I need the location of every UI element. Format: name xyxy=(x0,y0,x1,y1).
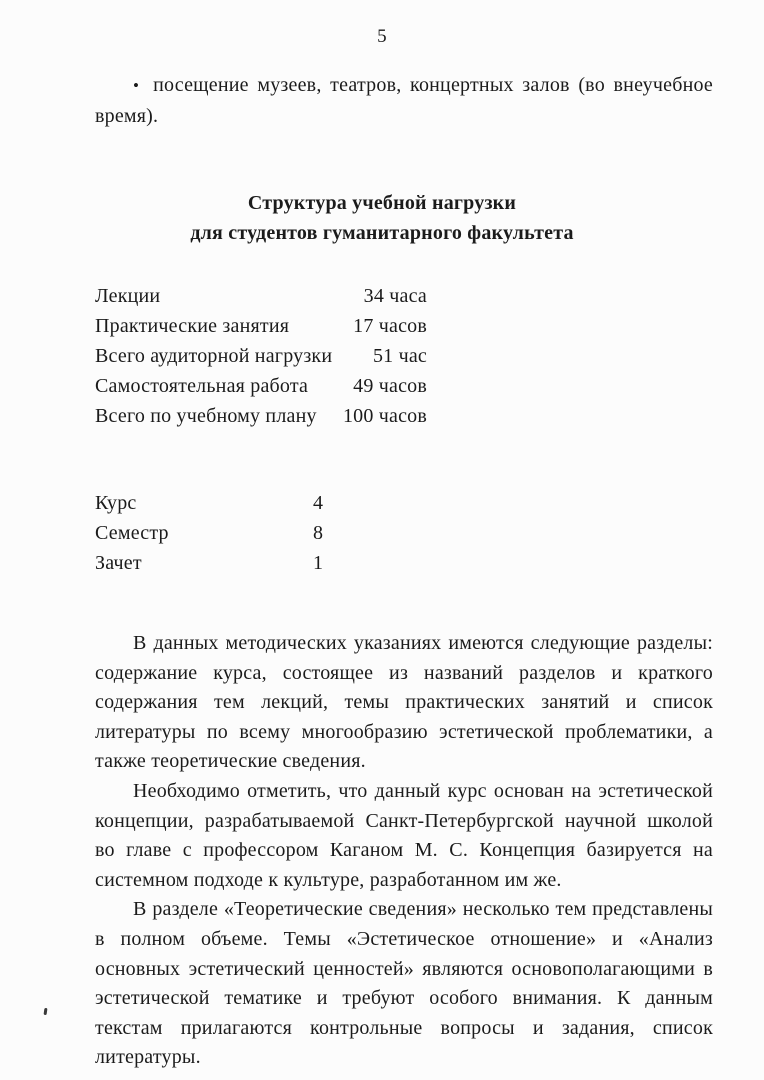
section-heading-line1: Структура учебной нагрузки xyxy=(247,192,517,214)
table-row xyxy=(95,281,427,311)
paragraph: В данных методических указаниях имеются следующие разделы: содержание курса, состоящее из названий разделов и краткого содержания тем лекций, темы практических занятий и список литературы по всему многообразию эстетической проблематики, а также теоретические сведения. xyxy=(95,632,713,773)
course-info-label: Курс xyxy=(95,492,137,514)
course-info-label: Семестр xyxy=(95,522,169,544)
table-row xyxy=(95,518,713,548)
workload-value: 49 часов xyxy=(353,375,427,397)
table-row xyxy=(95,311,427,341)
workload-label: Всего по учебному плану xyxy=(95,405,317,427)
workload-value: 34 часа xyxy=(363,285,427,307)
workload-table xyxy=(95,281,427,431)
course-info-table xyxy=(95,488,713,578)
table-row xyxy=(95,371,427,401)
workload-value: 51 час xyxy=(372,345,427,367)
workload-label: Всего аудиторной нагрузки xyxy=(95,345,333,367)
course-info-label: Зачет xyxy=(95,552,142,574)
bullet-icon: • xyxy=(133,76,140,95)
section-heading xyxy=(0,188,764,248)
scan-artifact-mark xyxy=(44,1008,48,1015)
workload-value: 100 часов xyxy=(342,405,427,427)
paragraph: В разделе «Теоретические сведения» несколько тем представлены в полном объеме. Темы «Эстетическое отношение» и «Анализ основных эстетический ценностей» являются основополагающими в эстетической тематике и требуют особого внимания. К данным текстам прилагаются контрольные вопросы и задания, список литературы. xyxy=(95,898,713,1069)
bullet-item-text: посещение музеев, театров, концертных залов (во внеучебное время). xyxy=(95,74,713,127)
section-heading-line2: для студентов гуманитарного факультета xyxy=(190,222,574,244)
course-info-value: 8 xyxy=(313,522,324,544)
table-row xyxy=(95,548,713,578)
course-info-value: 1 xyxy=(313,552,324,574)
table-row xyxy=(95,401,427,431)
workload-value: 17 часов xyxy=(353,315,427,337)
course-info-value: 4 xyxy=(313,492,324,514)
workload-label: Практические занятия xyxy=(95,315,290,337)
workload-label: Лекции xyxy=(95,285,161,307)
paragraph: Необходимо отметить, что данный курс основан на эстетической концепции, разрабатываемой Санкт-Петербургской научной школой во главе с профессором Каганом М. С. Концепция базируется на системном подходе к культуре, разработанном им же. xyxy=(95,779,713,891)
table-row xyxy=(95,341,427,371)
page-number: 5 xyxy=(377,26,387,47)
body-text xyxy=(95,629,713,1073)
table-row xyxy=(95,488,713,518)
bullet-list-item xyxy=(95,70,713,131)
workload-label: Самостоятельная работа xyxy=(95,375,309,397)
